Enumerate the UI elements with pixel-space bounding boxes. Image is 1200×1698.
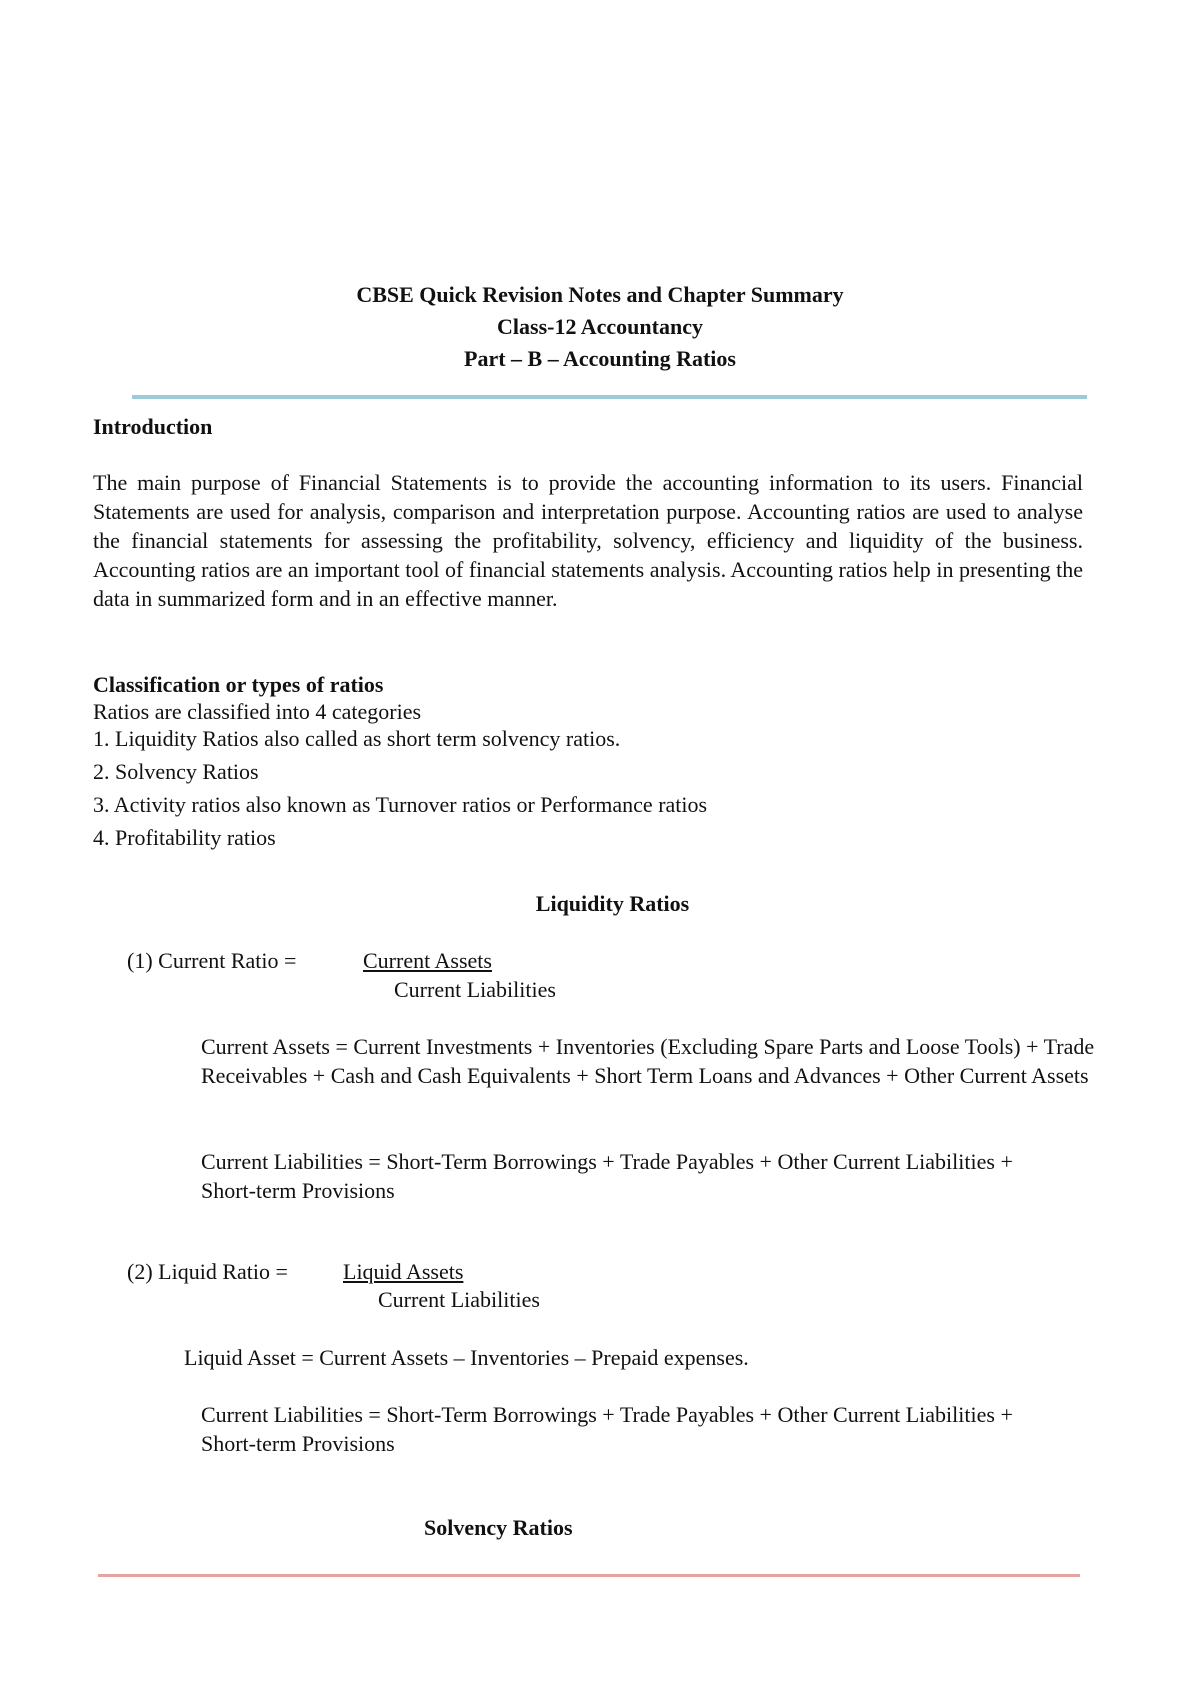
current-ratio-denominator: Current Liabilities	[394, 977, 556, 1002]
current-assets-definition: Current Assets = Current Investments + Inventories (Excluding Spare Parts and Loose Tools) + Trade Receivables + Cash and Cash Equivalents + Short Term Loans and Advances + Other Current Assets	[201, 1034, 1095, 1088]
list-item: 1. Liquidity Ratios also called as short term solvency ratios.	[93, 726, 621, 751]
liquid-asset-definition: Liquid Asset = Current Assets – Inventories – Prepaid expenses.	[184, 1345, 749, 1370]
list-item: 4. Profitability ratios	[93, 825, 276, 850]
classification-heading: Classification or types of ratios	[93, 672, 384, 697]
current-liabilities-definition: Current Liabilities = Short-Term Borrowings + Trade Payables + Other Current Liabilities + Short-term Provisions	[201, 1149, 1013, 1203]
intro-heading: Introduction	[93, 414, 213, 439]
classification-lead: Ratios are classified into 4 categories	[93, 699, 422, 724]
document-part-title: Part – B – Accounting Ratios	[464, 346, 736, 371]
current-ratio-label: (1) Current Ratio =	[127, 948, 297, 973]
liquid-ratio-label: (2) Liquid Ratio =	[127, 1259, 288, 1284]
document-subtitle: Class-12 Accountancy	[497, 314, 703, 339]
intro-paragraph: The main purpose of Financial Statements is to provide the accounting information to its users. Financial Statements are used for analysis, comparison and interpretation purpose. Accounting ratios are used to analyse the financial statements for assessing the profitability, solvency, efficiency and liquidity of the business. Accounting ratios are an important tool of financial statements analysis. Accounting ratios help in presenting the data in summarized form and in an effective manner.	[93, 470, 1083, 611]
list-item: 2. Solvency Ratios	[93, 759, 259, 784]
document-title: CBSE Quick Revision Notes and Chapter Summary	[356, 282, 844, 307]
liquid-ratio-denominator: Current Liabilities	[378, 1287, 540, 1312]
footer-rule	[98, 1574, 1080, 1577]
list-item: 3. Activity ratios also known as Turnover ratios or Performance ratios	[93, 792, 708, 817]
liquidity-heading: Liquidity Ratios	[535, 891, 690, 916]
liquid-ratio-numerator: Liquid Assets	[343, 1259, 464, 1284]
current-ratio-numerator: Current Assets	[363, 948, 492, 973]
solvency-heading: Solvency Ratios	[424, 1515, 573, 1540]
header-rule	[132, 395, 1087, 399]
liquid-liabilities-definition: Current Liabilities = Short-Term Borrowings + Trade Payables + Other Current Liabilities + Short-term Provisions	[201, 1402, 1013, 1456]
